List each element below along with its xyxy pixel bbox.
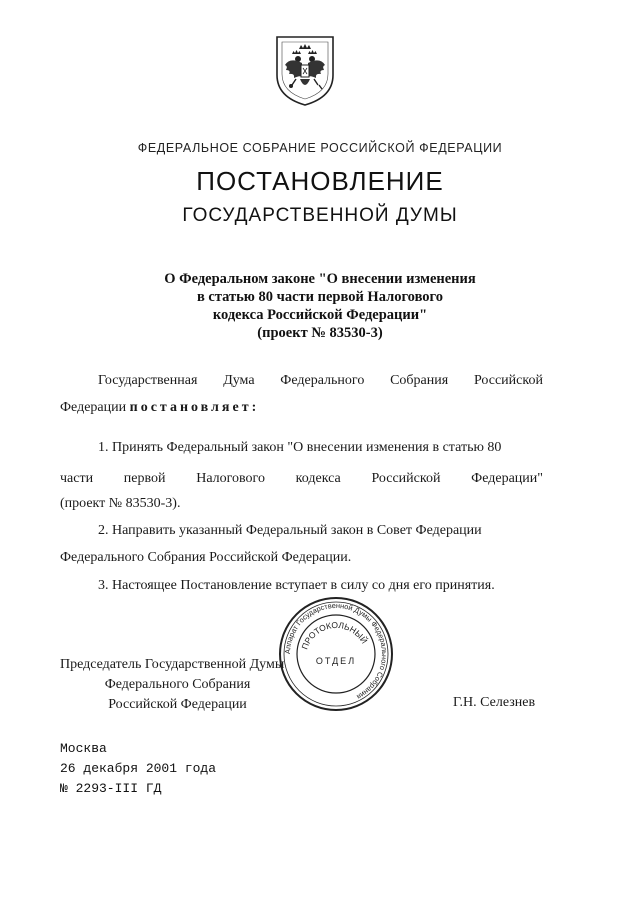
item-1-word: первой <box>123 471 166 486</box>
signatory-line: Федерального Собрания <box>104 677 251 692</box>
document-subtitle: ГОСУДАРСТВЕННОЙ ДУМЫ <box>182 205 458 226</box>
footer-number: № 2293-III ГД <box>60 781 162 796</box>
footer-date: 26 декабря 2001 года <box>60 761 217 776</box>
preamble-word: Дума <box>223 373 255 388</box>
item-1-word: Федерации" <box>471 471 543 486</box>
coat-of-arms-icon <box>274 35 336 107</box>
resolution-heading <box>0 270 640 342</box>
preamble-word: Российской <box>473 373 543 388</box>
stamp-inner-bottom: ОТДЕЛ <box>315 656 357 666</box>
preamble-line-2 <box>60 400 259 416</box>
document-title: ПОСТАНОВЛЕНИЕ <box>196 166 444 196</box>
signatory-line: Российской Федерации <box>108 697 247 712</box>
heading-line: кодекса Российской Федерации" <box>212 307 428 323</box>
footer-city: Москва <box>60 741 107 756</box>
signatory-line: Председатель Государственной Думы <box>60 657 285 672</box>
item-2-line-1: 2. Направить указанный Федеральный закон в Совет Федерации <box>98 523 482 538</box>
preamble-word: Государственная <box>98 373 198 388</box>
item-1-word: Российской <box>371 471 441 486</box>
stamp-inner-top: ПРОТОКОЛЬНЫЙ <box>299 619 370 651</box>
item-3-line-1: 3. Настоящее Постановление вступает в силу со дня его принятия. <box>98 578 495 593</box>
preamble-start: Федерации <box>60 400 127 415</box>
item-1-line-2 <box>60 471 543 487</box>
item-1-word: части <box>60 471 94 486</box>
heading-line: О Федеральном законе "О внесении изменения <box>164 271 476 287</box>
item-1-word: кодекса <box>295 471 341 486</box>
signatory-title <box>60 655 295 715</box>
item-1-word: Налогового <box>196 471 265 486</box>
stamp-seal <box>276 594 396 714</box>
item-1-line-3: (проект № 83530-3). <box>60 496 181 511</box>
preamble-word: Федерального <box>280 373 365 388</box>
item-1-line-1: 1. Принять Федеральный закон "О внесении изменения в статью 80 <box>98 440 502 455</box>
preamble-action: постановляет: <box>129 400 260 415</box>
preamble-line-1 <box>98 373 543 389</box>
assembly-name: ФЕДЕРАЛЬНОЕ СОБРАНИЕ РОССИЙСКОЙ ФЕДЕРАЦИИ <box>137 141 503 155</box>
signatory-name: Г.Н. Селезнев <box>453 695 536 710</box>
preamble-word: Собрания <box>390 373 449 388</box>
item-2-line-2: Федерального Собрания Российской Федерации. <box>60 550 352 565</box>
heading-line: (проект № 83530-3) <box>257 325 383 341</box>
heading-line: в статью 80 части первой Налогового <box>196 289 444 305</box>
stamp-ring-text: Аппарат Государственной Думы Федерального Собрания <box>282 600 390 702</box>
